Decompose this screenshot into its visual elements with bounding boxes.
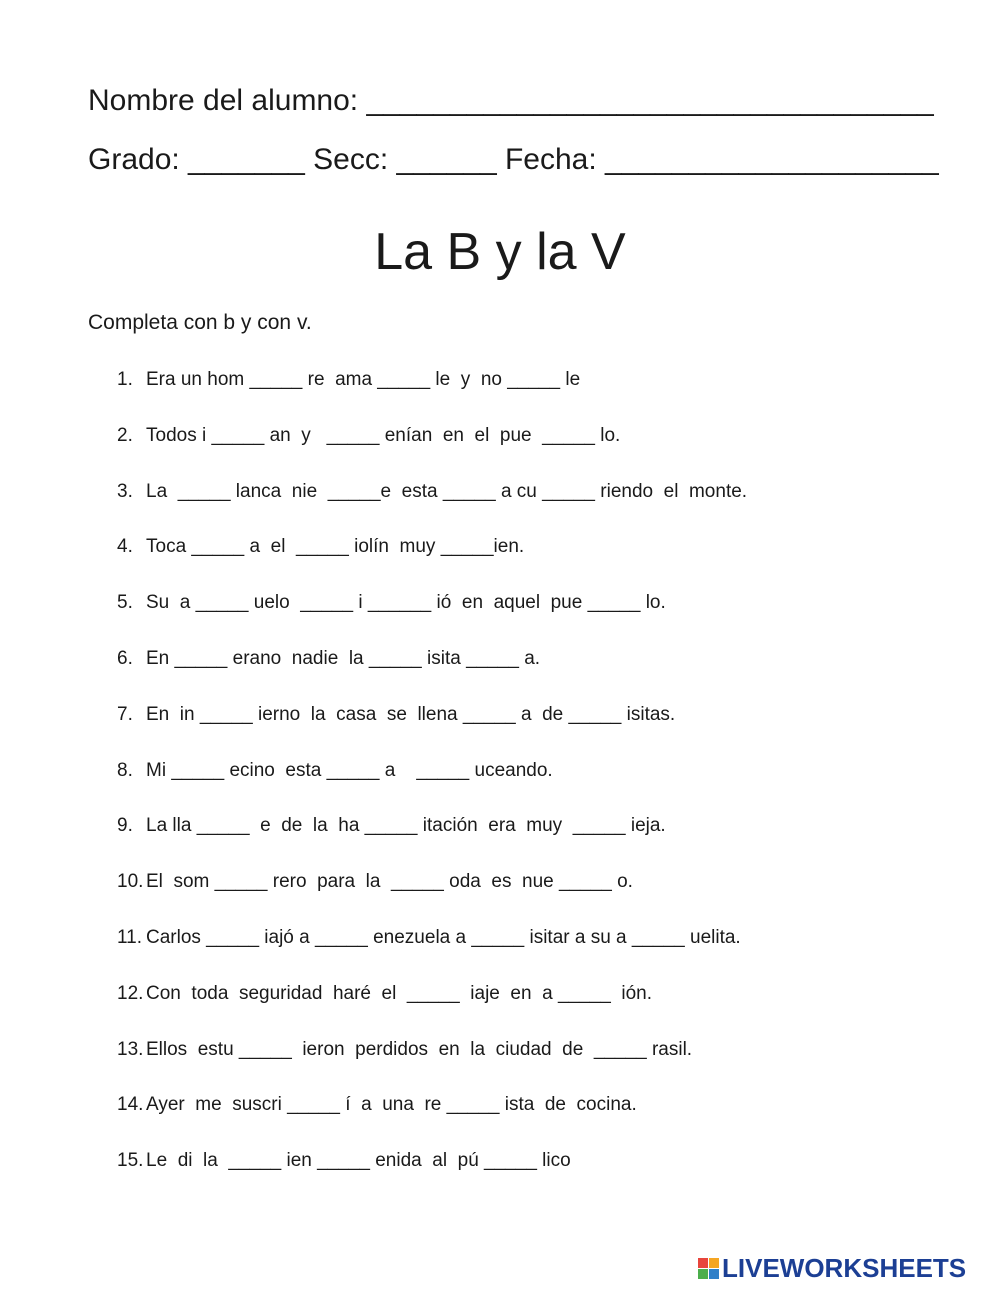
exercise-item <box>117 592 666 620</box>
exercise-item <box>117 536 524 564</box>
exercise-item <box>117 760 553 788</box>
logo-block-i <box>709 1258 719 1268</box>
exercise-item <box>117 927 741 955</box>
exercise-number: 4. <box>117 536 133 557</box>
exercise-text: La _____ lanca nie _____e esta _____ a cu _____ riendo el monte. <box>146 481 748 502</box>
liveworksheets-logo <box>698 1253 966 1284</box>
exercise-item <box>117 983 652 1011</box>
exercise-text: Carlos _____ iajó a _____ enezuela a _____ isitar a su a _____ uelita. <box>146 927 741 948</box>
exercise-text: En in _____ ierno la casa se llena _____ a de _____ isitas. <box>146 704 676 725</box>
exercise-number: 12. <box>117 983 144 1004</box>
exercise-text: Con toda seguridad haré el _____ iaje en a _____ ión. <box>146 983 652 1004</box>
exercise-item <box>117 648 540 676</box>
exercise-number: 9. <box>117 815 133 836</box>
logo-block-l <box>698 1258 708 1268</box>
exercise-item <box>117 1150 571 1178</box>
exercise-number: 7. <box>117 704 133 725</box>
exercise-number: 13. <box>117 1039 144 1060</box>
exercise-item <box>117 815 666 843</box>
exercise-text: En _____ erano nadie la _____ isita _____ a. <box>146 648 541 669</box>
exercise-number: 6. <box>117 648 133 669</box>
exercise-number: 2. <box>117 425 133 446</box>
exercise-text: Su a _____ uelo _____ i ______ ió en aquel pue _____ lo. <box>146 592 666 613</box>
exercise-item <box>117 481 747 509</box>
exercise-number: 1. <box>117 369 133 390</box>
exercise-item <box>117 425 620 453</box>
exercise-text: Mi _____ ecino esta _____ a _____ uceando. <box>146 760 553 781</box>
exercise-number: 5. <box>117 592 133 613</box>
exercise-number: 14. <box>117 1094 144 1115</box>
exercise-item <box>117 1094 637 1122</box>
exercise-text: La lla _____ e de la ha _____ itación era muy _____ ieja. <box>146 815 666 836</box>
logo-block-v <box>698 1269 708 1279</box>
exercise-text: Era un hom _____ re ama _____ le y no _____ le <box>146 369 581 390</box>
exercise-number: 8. <box>117 760 133 781</box>
logo-text: LIVEWORKSHEETS <box>722 1253 967 1283</box>
exercise-text: Le di la _____ ien _____ enida al pú _____ lico <box>146 1150 571 1171</box>
exercise-text: Ellos estu _____ ieron perdidos en la ciudad de _____ rasil. <box>146 1039 693 1060</box>
exercise-item <box>117 704 675 732</box>
exercise-text: Toca _____ a el _____ iolín muy _____ien. <box>146 536 525 557</box>
exercise-item <box>117 369 580 397</box>
logo-block-e <box>709 1269 719 1279</box>
student-name-line: Nombre del alumno: __________________________________ <box>88 84 934 117</box>
logo-blocks-icon <box>698 1258 719 1279</box>
exercise-number: 11. <box>117 927 143 948</box>
exercise-text: Todos i _____ an y _____ enían en el pue _____ lo. <box>146 425 621 446</box>
instruction-text: Completa con b y con v. <box>88 311 312 334</box>
exercise-text: El som _____ rero para la _____ oda es nue _____ o. <box>146 871 633 892</box>
worksheet-title: La B y la V <box>374 223 626 281</box>
exercise-number: 3. <box>117 481 133 502</box>
exercise-item <box>117 1039 692 1067</box>
grade-section-date-line: Grado: _______ Secc: ______ Fecha: ____________________ <box>88 143 939 176</box>
exercise-number: 10. <box>117 871 144 892</box>
exercise-item <box>117 871 633 899</box>
exercise-number: 15. <box>117 1150 144 1171</box>
exercise-text: Ayer me suscri _____ í a una re _____ ista de cocina. <box>146 1094 637 1115</box>
